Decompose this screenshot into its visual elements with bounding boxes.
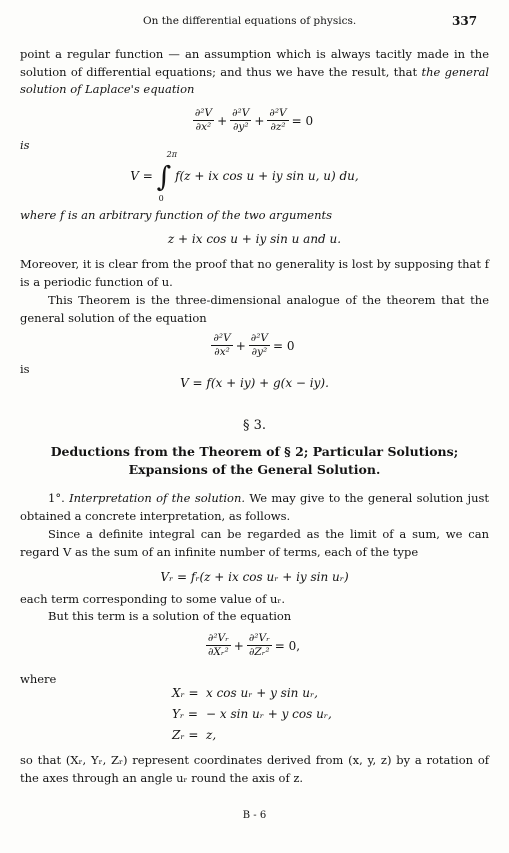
paragraph-1-italic: the general solution of Laplace's equation (20, 64, 489, 96)
paragraph-8: so that (Xᵣ, Yᵣ, Zᵣ) represent coordinates derived from (x, y, z) by a rotation of the axes through an angle uᵣ round the axis of z. (20, 753, 489, 785)
section-number: § 3. (242, 418, 267, 433)
page-footer-id: B - 6 (242, 810, 267, 821)
where-arbitrary-function: where f is an arbitrary function of the two arguments (20, 208, 333, 222)
two-dim-general-solution: V = f(x + iy) + g(x − iy). (180, 376, 329, 390)
running-title: On the differential equations of physics. (143, 15, 357, 27)
paragraph-4: 1°. Interpretation of the solution. We may give to the general solution just obtained a concrete interpretation, as follows. (20, 491, 490, 523)
two-dim-laplace-equation: $\frac{\text{∂²V}}{\text{∂x²}}$ + $\frac{\text{∂²V}}{\text{∂y²}}$ = 0 (213, 332, 295, 358)
is-label-2: is (20, 362, 30, 376)
paragraph-6: each term corresponding to some value of uᵣ. (20, 592, 286, 606)
term-type-equation: Vᵣ = fᵣ(z + ix cos uᵣ + iy sin uᵣ) (160, 570, 349, 584)
interpretation-italic: Interpretation of the solution. (69, 491, 246, 505)
rotation-equation-z: Zᵣ = z, (172, 728, 217, 742)
rotated-laplace-equation: $\frac{\text{∂²Vᵣ}}{\text{∂Xᵣ²}}$ + $\frac{\text{∂²Vᵣ}}{\text{∂Zᵣ²}}$ = 0, (207, 632, 301, 658)
paragraph-1: point a regular function — an assumption which is always tacitly made in the solution of differential equations; and thus we have the result, that the general solution of Laplace's equation (20, 47, 489, 96)
arguments-expression: z + ix cos u + iy sin u and u. (167, 232, 342, 246)
paragraph-3: This Theorem is the three-dimensional analogue of the theorem that the general solution of the equation (20, 293, 489, 325)
where-label: where (20, 672, 57, 686)
laplace-equation: $\frac{\text{∂²V}}{\text{∂x²}}$ + $\frac{\text{∂²V}}{\text{∂y²}}$ + $\frac{\text{∂²V}}{\text{∂z²}}$ = 0 (194, 107, 314, 133)
section-heading-line-1: Deductions from the Theorem of § 2; Particular Solutions; (50, 444, 459, 459)
rotation-equation-y: Yᵣ = − x sin uᵣ + y cos uᵣ, (172, 707, 332, 721)
page-header (0, 15, 509, 31)
is-label-1: is (20, 138, 30, 152)
paragraph-2: Moreover, it is clear from the proof that no generality is lost by supposing that f is a periodic function of u. (20, 257, 489, 289)
page-number: 337 (452, 14, 478, 28)
general-solution-integral: V = ∫ 2π 0 f(z + ix cos u + iy sin u, u) du, (130, 150, 359, 203)
paragraph-5: Since a definite integral can be regarded as the limit of a sum, we can regard V as the sum of an infinite number of terms, each of the type (20, 527, 489, 559)
rotation-equation-x: Xᵣ = x cos uᵣ + y sin uᵣ, (172, 686, 318, 700)
paragraph-7: But this term is a solution of the equation (48, 609, 292, 623)
section-heading-line-2: Expansions of the General Solution. (128, 462, 381, 477)
